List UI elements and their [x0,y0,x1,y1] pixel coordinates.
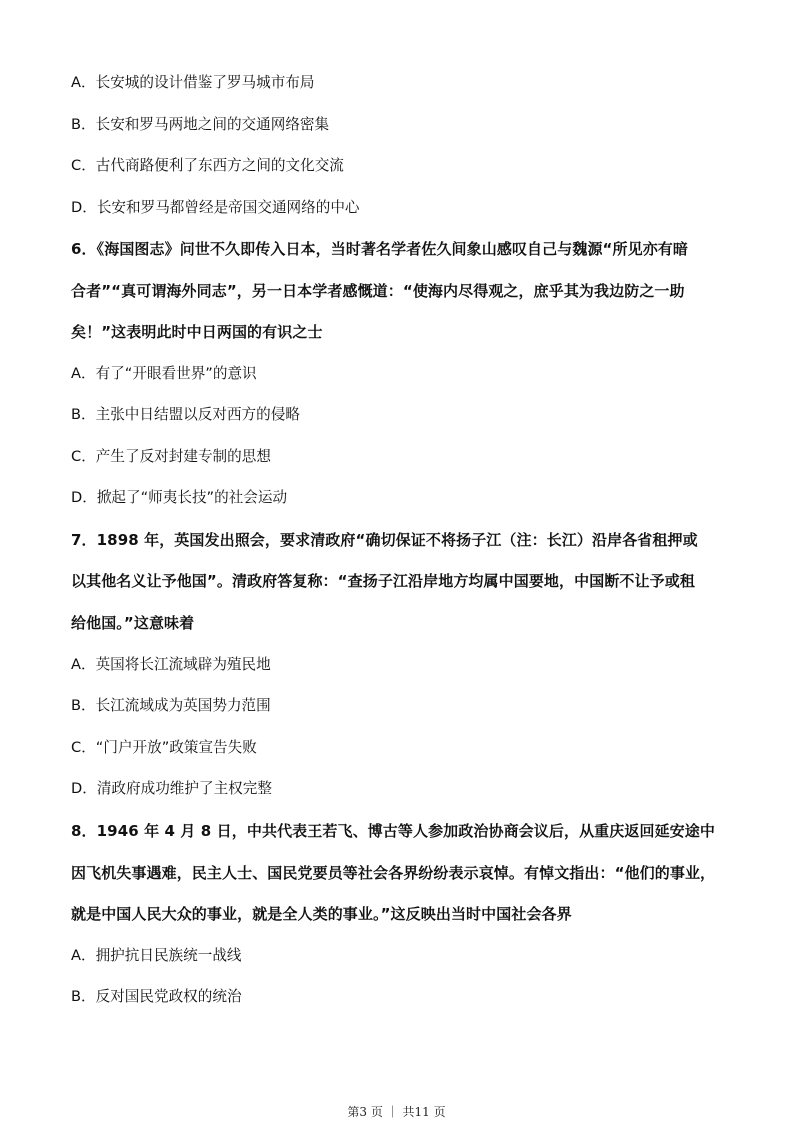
q6-option-d: D．掀起了“师夷长技”的社会运动 [71,489,288,506]
q5-option-c: C．古代商路便利了东西方之间的文化交流 [71,157,344,174]
q7-option-c: C．“门户开放”政策宣告失败 [71,739,257,756]
q8-stem-line-2: 因飞机失事遇难，民主人士、国民党要员等社会各界纷纷表示哀悼。有悼文指出：“他们的事业， [71,864,716,882]
q7-option-a: A．英国将长江流域辟为殖民地 [71,656,271,673]
q5-option-a: A．长安城的设计借鉴了罗马城市布局 [71,74,315,91]
page-footer: 第3 页 ｜ 共11 页 [347,1105,446,1119]
q6-option-c: C．产生了反对封建专制的思想 [71,448,271,465]
q6-stem-line-1: 6．《海国图志》问世不久即传入日本，当时著名学者佐久间象山感叹自己与魏源“所见亦有暗 [71,240,688,258]
q8-stem-line-3: 就是中国人民大众的事业，就是全人类的事业。”这反映出当时中国社会各界 [71,905,572,923]
q7-option-b: B．长江流域成为英国势力范围 [71,697,271,714]
q5-option-d: D．长安和罗马都曾经是帝国交通网络的中心 [71,199,360,216]
q8-option-a: A．拥护抗日民族统一战线 [71,947,242,964]
q6-stem-line-2: 合者”“真可谓海外同志”，另一日本学者感慨道：“使海内尽得观之，庶乎其为我边防之一助 [71,282,685,300]
q5-option-b: B．长安和罗马两地之间的交通网络密集 [71,116,330,133]
q7-stem-line-1: 7．1898 年，英国发出照会，要求清政府“确切保证不将扬子江（注：长江）沿岸各省租押或 [71,531,698,549]
q8-stem-line-1: 8．1946 年 4 月 8 日，中共代表王若飞、博古等人参加政治协商会议后，从重庆返回延安途中 [71,822,715,840]
q6-option-b: B．主张中日结盟以反对西方的侵略 [71,406,300,423]
q8-option-b: B．反对国民党政权的统治 [71,988,242,1005]
q6-option-a: A．有了“开眼看世界”的意识 [71,365,257,382]
q7-stem-line-2: 以其他名义让予他国”。清政府答复称：“查扬子江沿岸地方均属中国要地，中国断不让予或租 [71,572,695,590]
q6-stem-line-3: 矣！”这表明此时中日两国的有识之士 [71,323,323,341]
q7-option-d: D．清政府成功维护了主权完整 [71,780,272,797]
q7-stem-line-3: 给他国。”这意味着 [71,614,195,632]
